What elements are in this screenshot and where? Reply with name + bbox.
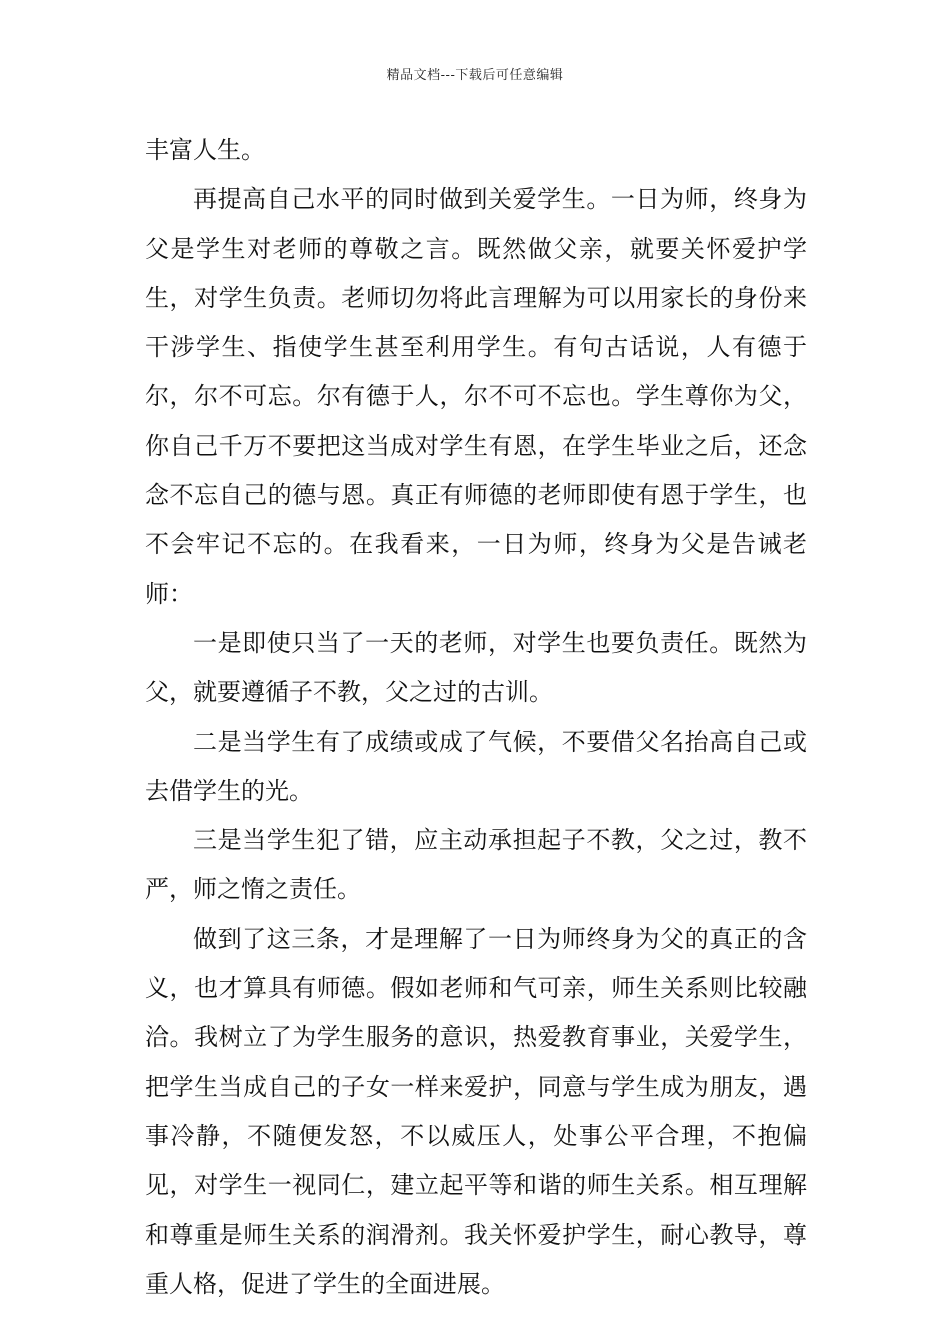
paragraph-point-three: 三是当学生犯了错，应主动承担起子不教，父之过，教不严，师之惰之责任。 xyxy=(145,826,807,904)
document-body xyxy=(145,126,807,1309)
paragraph-conclusion: 做到了这三条，才是理解了一日为师终身为父的真正的含义，也才算具有师德。假如老师和气可亲，师生关系则比较融洽。我树立了为学生服务的意识，热爱教育事业，关爱学生，把学生当成自己的子女一样来爱护，同意与学生成为朋友，遇事冷静，不随便发怒，不以威压人，处事公平合理，不抱偏见，对学生一视同仁，建立起平等和谐的师生关系。相互理解和尊重是师生关系的润滑剂。我关怀爱护学生，耐心教导，尊重人格，促进了学生的全面进展。 xyxy=(145,924,807,1298)
paragraph-point-one: 一是即使只当了一天的老师，对学生也要负责任。既然为父，就要遵循子不教，父之过的古训。 xyxy=(145,628,807,707)
paragraph-continuation: 丰富人生。 xyxy=(145,136,265,164)
paragraph-care-for-students: 再提高自己水平的同时做到关爱学生。一日为师，终身为父是学生对老师的尊敬之言。既然做父亲，就要关怀爱护学生，对学生负责。老师切勿将此言理解为可以用家长的身份来干涉学生、指使学生甚至利用学生。有句古话说，人有德于尔，尔不可忘。尔有德于人，尔不可不忘也。学生尊你为父，你自己千万不要把这当成对学生有恩，在学生毕业之后，还念念不忘自己的德与恩。真正有师德的老师即使有恩于学生，也不会牢记不忘的。在我看来，一日为师，终身为父是告诫老师： xyxy=(145,185,807,608)
page-header: 精品文档---下载后可任意编辑 xyxy=(386,68,564,83)
paragraph-point-two: 二是当学生有了成绩或成了气候，不要借父名抬高自己或去借学生的光。 xyxy=(145,727,807,805)
